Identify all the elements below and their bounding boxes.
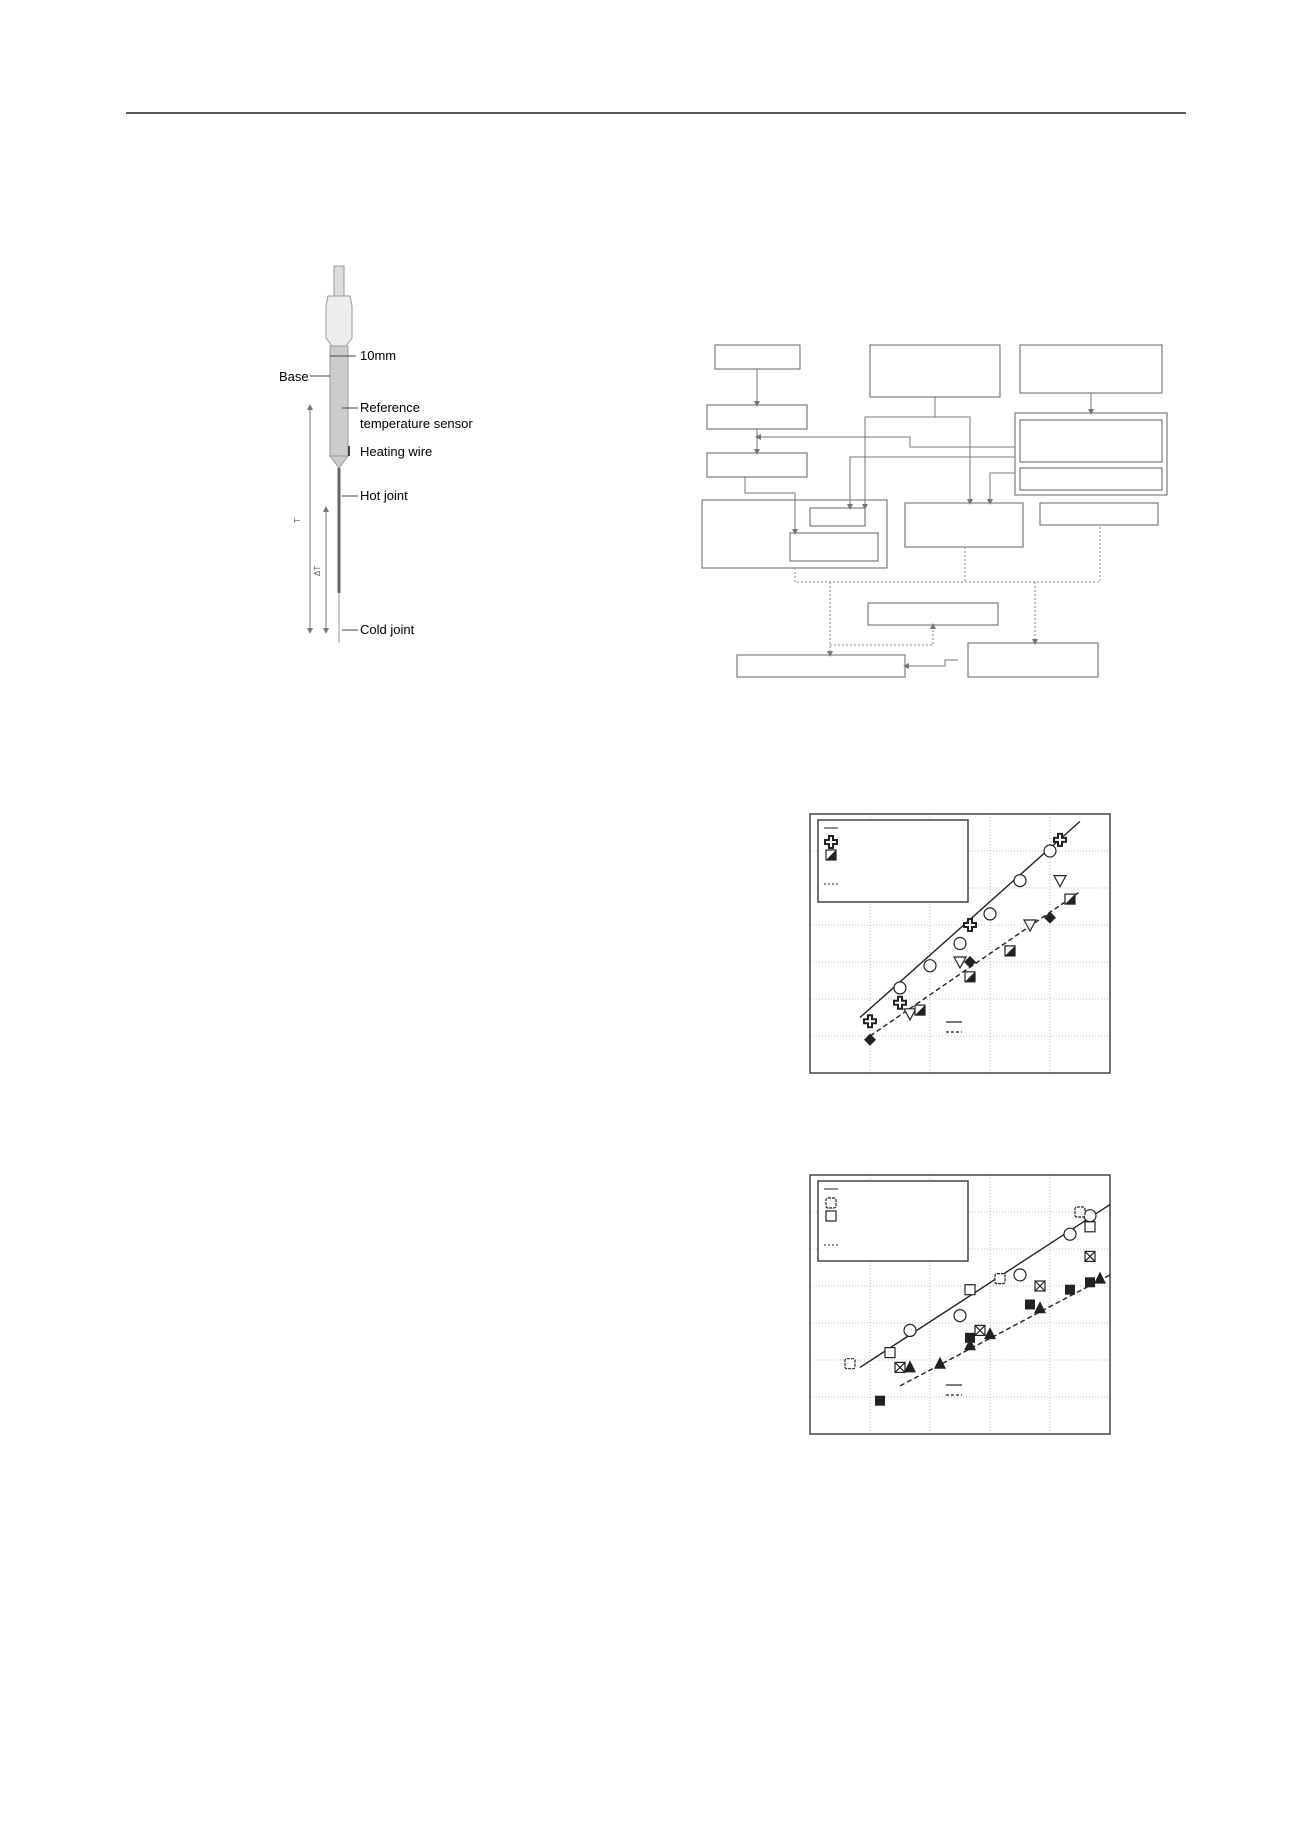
chart-1-point-triangle-down-open (1054, 876, 1066, 887)
diagram-box-5 (870, 345, 1000, 397)
chart-2-point-circle-open (1064, 1228, 1076, 1240)
diagram-box-4a (810, 508, 865, 526)
chart-2-point-square-filled (875, 1396, 885, 1406)
chart-2-point-square-cross (1035, 1281, 1045, 1291)
chart-1-legend (818, 820, 968, 902)
chart-2-point-circle-open (1014, 1269, 1026, 1281)
chart-1-point-square-half (1005, 946, 1015, 956)
chart-2-fit-line-dashed (900, 1275, 1110, 1386)
heating-wire-label: Heating wire (360, 444, 433, 459)
diagram-box-3 (707, 453, 807, 477)
chart-2-point-square-open-dot (1075, 1207, 1085, 1217)
chart-1-point-cross-open (864, 1015, 876, 1027)
chart-1-point-circle-open (954, 938, 966, 950)
chart-1-point-diamond-filled (864, 1034, 876, 1046)
chart-2-legend-marker-1 (826, 1198, 836, 1208)
header-rule (126, 112, 1186, 114)
chart-1-point-square-half (965, 972, 975, 982)
chart-1-point-square-half (915, 1005, 925, 1015)
chart-2-point-square-filled (965, 1333, 975, 1343)
diagram-box-8 (905, 503, 1023, 547)
diagram-box-7a (1020, 420, 1162, 462)
probe-base (330, 346, 348, 456)
chart-2-point-square-filled (1025, 1300, 1035, 1310)
chart-1 (808, 812, 1112, 1077)
sensor-figure (260, 258, 520, 648)
chart-1-point-circle-open (894, 982, 906, 994)
probe-needle (338, 468, 341, 593)
chart-1-point-diamond-filled (1044, 912, 1056, 924)
chart-2-legend (818, 1181, 968, 1261)
reference-label-2: temperature sensor (360, 416, 473, 431)
chart-2-point-square-cross (975, 1325, 985, 1335)
chart-2-point-circle-open (1084, 1210, 1096, 1222)
diagram-box-11 (737, 655, 905, 677)
diagram-box-9 (1040, 503, 1158, 525)
chart-1-point-circle-open (984, 908, 996, 920)
chart-2-point-triangle-filled (984, 1327, 996, 1339)
chart-1-point-triangle-down-open (904, 1009, 916, 1020)
chart-2-point-square-open (965, 1285, 975, 1295)
chart-1-point-circle-open (924, 960, 936, 972)
chart-2-point-square-filled (1085, 1277, 1095, 1287)
chart-2 (808, 1173, 1112, 1438)
chart-2-point-triangle-filled (1034, 1301, 1046, 1313)
diagram-box-6 (1020, 345, 1162, 393)
chart-2-point-square-open (885, 1348, 895, 1358)
t-label: T (293, 518, 302, 523)
chart-2-point-square-cross (895, 1362, 905, 1372)
chart-1-point-cross-open (964, 919, 976, 931)
cold-joint-label: Cold joint (360, 622, 415, 637)
chart-1-point-triangle-down-open (954, 957, 966, 968)
hot-joint-label: Hot joint (360, 488, 408, 503)
chart-2-point-triangle-filled (1094, 1272, 1106, 1284)
diagram-box-10 (868, 603, 998, 625)
chart-2-point-circle-open (954, 1310, 966, 1322)
diagram-box-4b (790, 533, 878, 561)
diagram-box-2 (707, 405, 807, 429)
chart-1-point-circle-open (1044, 845, 1056, 857)
diagram-box-7b (1020, 468, 1162, 490)
reference-label-1: Reference (360, 400, 420, 415)
chart-2-point-square-filled (1065, 1285, 1075, 1295)
chart-2-point-square-cross (1085, 1251, 1095, 1261)
base-label: Base (279, 369, 309, 384)
chart-1-point-cross-open (894, 997, 906, 1009)
chart-2-point-triangle-filled (904, 1360, 916, 1372)
flow-diagram (690, 335, 1190, 690)
chart-2-legend-marker-2 (826, 1211, 836, 1221)
chart-2-point-square-open (1085, 1222, 1095, 1232)
chart-2-point-square-open-dot (995, 1274, 1005, 1284)
chart-1-legend-marker-2 (826, 850, 836, 860)
dt-label: ΔT (313, 565, 322, 576)
chart-1-point-circle-open (1014, 875, 1026, 887)
chart-2-point-circle-open (904, 1324, 916, 1336)
chart-2-point-square-open-dot (845, 1359, 855, 1369)
diagram-box-1 (715, 345, 800, 369)
diagram-box-12 (968, 643, 1098, 677)
chart-1-point-square-half (1065, 894, 1075, 904)
dimension-label: 10mm (360, 348, 397, 363)
